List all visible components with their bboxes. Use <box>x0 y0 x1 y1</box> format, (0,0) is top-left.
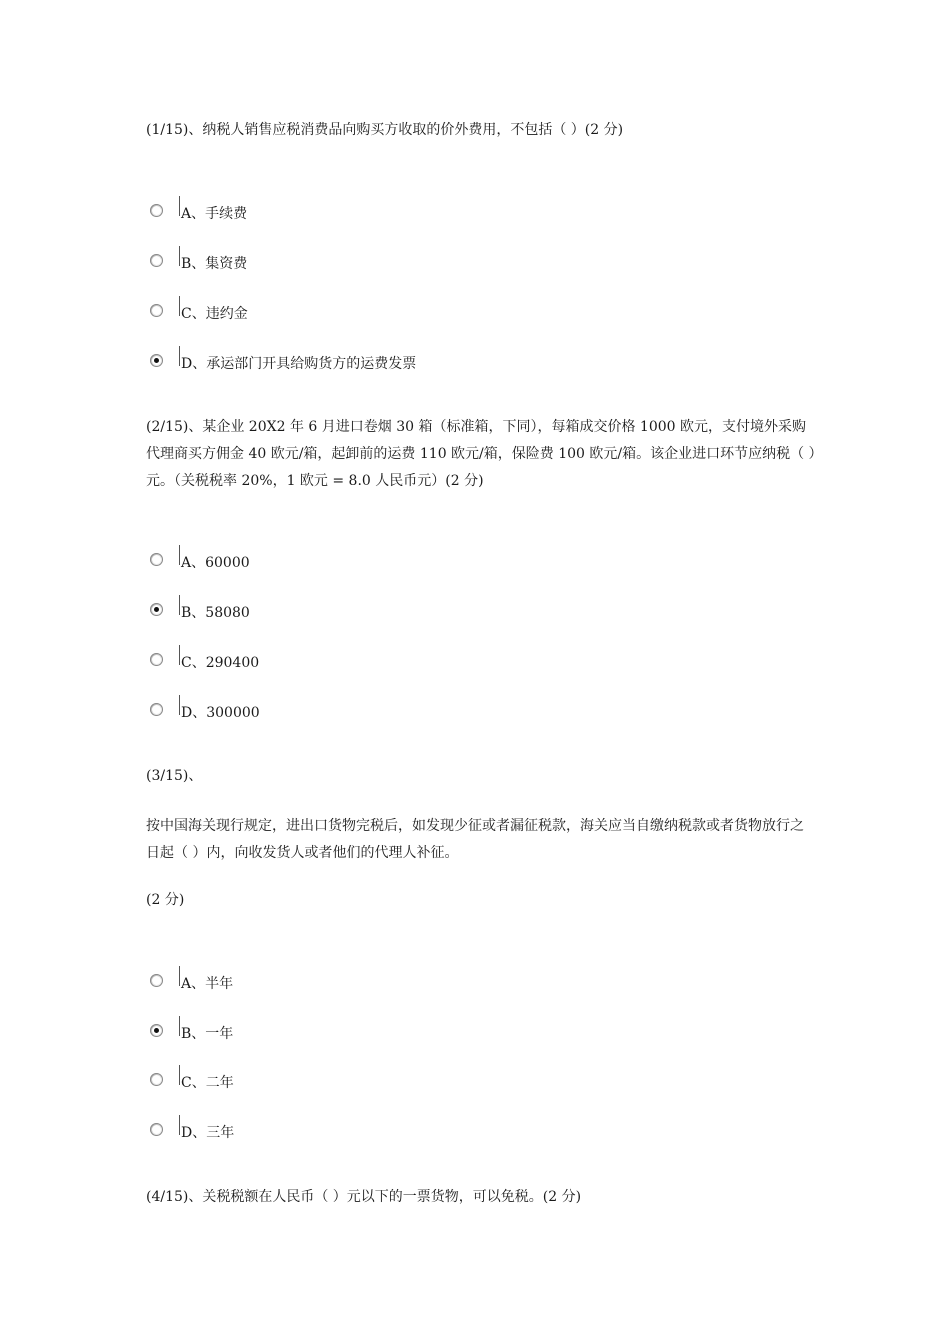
option-label: D、三年 <box>181 1125 235 1141</box>
question-1-option-c[interactable] <box>150 304 550 340</box>
text-cursor-icon <box>179 246 180 266</box>
option-label: A、手续费 <box>181 206 248 222</box>
radio-checked-icon[interactable] <box>150 603 163 616</box>
question-3-option-c[interactable] <box>150 1073 550 1109</box>
option-label: C、二年 <box>181 1075 234 1091</box>
option-label: B、58080 <box>181 605 250 621</box>
question-3-text: 按中国海关现行规定，进出口货物完税后，如发现少征或者漏征税款，海关应当自缴纳税款或者货物放行之日起（ ）内，向收发货人或者他们的代理人补征。 <box>146 818 804 861</box>
option-label: B、集资费 <box>181 256 248 272</box>
option-label: A、半年 <box>181 976 234 992</box>
question-3-option-b[interactable] <box>150 1024 550 1060</box>
text-cursor-icon <box>179 695 180 715</box>
question-1-option-d[interactable] <box>150 354 550 390</box>
question-3-score: (2 分) <box>146 892 185 908</box>
question-2-text: (2/15)、某企业 20X2 年 6 月进口卷烟 30 箱（标准箱，下同），每箱成交价格 1000 欧元，支付境外采购代理商买方佣金 40 欧元/箱，起卸前的运费 110 欧元/箱，保险费 100 欧元/箱。该企业进口环节应纳税（ ）元。（关税税率 20%，1 欧元 = 8.0 人民币元）(2 分) <box>146 419 816 489</box>
text-cursor-icon <box>179 1115 180 1135</box>
text-cursor-icon <box>179 1065 180 1085</box>
text-cursor-icon <box>179 196 180 216</box>
text-cursor-icon <box>179 346 180 366</box>
text-cursor-icon <box>179 645 180 665</box>
question-3-number: (3/15)、 <box>146 768 203 784</box>
radio-unchecked-icon[interactable] <box>150 703 163 716</box>
radio-unchecked-icon[interactable] <box>150 304 163 317</box>
radio-unchecked-icon[interactable] <box>150 254 163 267</box>
question-2-option-a[interactable] <box>150 553 550 589</box>
text-cursor-icon <box>179 595 180 615</box>
question-1-option-a[interactable] <box>150 204 550 240</box>
option-label: C、违约金 <box>181 306 248 322</box>
option-label: D、300000 <box>181 705 260 721</box>
radio-unchecked-icon[interactable] <box>150 1073 163 1086</box>
question-4-text: (4/15)、关税税额在人民币（ ）元以下的一票货物，可以免税。(2 分) <box>146 1189 582 1205</box>
option-label: C、290400 <box>181 655 260 671</box>
radio-unchecked-icon[interactable] <box>150 974 163 987</box>
question-2-option-b[interactable] <box>150 603 550 639</box>
radio-checked-icon[interactable] <box>150 1024 163 1037</box>
text-cursor-icon <box>179 1016 180 1036</box>
text-cursor-icon <box>179 296 180 316</box>
question-3-option-d[interactable] <box>150 1123 550 1159</box>
text-cursor-icon <box>179 966 180 986</box>
option-label: A、60000 <box>181 555 250 571</box>
radio-unchecked-icon[interactable] <box>150 653 163 666</box>
radio-unchecked-icon[interactable] <box>150 553 163 566</box>
question-1-text: (1/15)、纳税人销售应税消费品向购买方收取的价外费用，不包括（ ）(2 分) <box>146 122 624 138</box>
option-label: B、一年 <box>181 1026 234 1042</box>
radio-checked-icon[interactable] <box>150 354 163 367</box>
text-cursor-icon <box>179 545 180 565</box>
question-3-option-a[interactable] <box>150 974 550 1010</box>
radio-unchecked-icon[interactable] <box>150 1123 163 1136</box>
option-label: D、承运部门开具给购货方的运费发票 <box>181 356 417 372</box>
radio-unchecked-icon[interactable] <box>150 204 163 217</box>
question-1-option-b[interactable] <box>150 254 550 290</box>
question-2-option-d[interactable] <box>150 703 550 739</box>
question-2-option-c[interactable] <box>150 653 550 689</box>
